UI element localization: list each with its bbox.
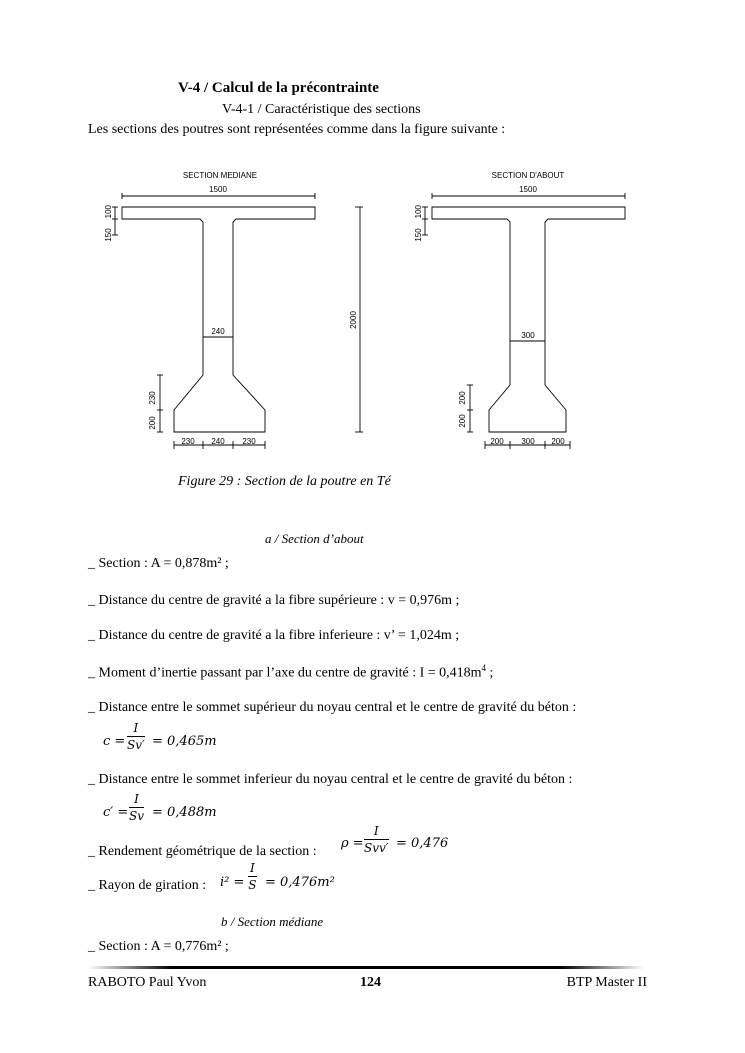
page-subheading: V-4-1 / Caractéristique des sections xyxy=(222,102,421,117)
right-bottom-flange: 200 xyxy=(458,414,467,428)
rho-num: I xyxy=(364,825,389,840)
figure-caption: Figure 29 : Section de la poutre en Té xyxy=(178,474,391,489)
section-b-title: b / Section médiane xyxy=(221,914,324,929)
cp-lhs: c′ = xyxy=(103,805,129,820)
right-web-width: 300 xyxy=(521,331,535,340)
cp-den: Sv xyxy=(129,809,144,823)
right-top-width: 1500 xyxy=(519,185,537,194)
intro-paragraph: Les sections des poutres sont représentées comme dans la figure suivante : xyxy=(88,122,506,137)
cp-num: I xyxy=(129,793,144,808)
left-bottom-dim-1: 230 xyxy=(181,437,195,446)
c-rhs: = 0,465m xyxy=(152,734,217,749)
i-den: S xyxy=(248,878,257,892)
right-bottom-dim-2: 300 xyxy=(521,437,535,446)
section-a-c-text: _ Distance entre le sommet supérieur du noyau central et le centre de gravité du béton : xyxy=(88,700,577,715)
cp-fraction xyxy=(129,793,144,823)
left-gousset-dim: 150 xyxy=(104,228,113,242)
section-b-area: _ Section : A = 0,776m² ; xyxy=(88,939,229,954)
section-mediane-drawing xyxy=(112,193,363,449)
page-heading: V-4 / Calcul de la précontrainte xyxy=(178,80,379,96)
left-flange-dim: 100 xyxy=(104,205,113,219)
rho-fraction xyxy=(364,825,389,855)
section-a-title: a / Section d’about xyxy=(265,531,364,546)
right-bottom-gousset: 200 xyxy=(458,391,467,405)
inertia-exponent: 4 xyxy=(481,663,487,673)
left-bottom-dim-2: 240 xyxy=(211,437,225,446)
rho-rhs: = 0,476 xyxy=(396,836,449,851)
beam-section-figure xyxy=(100,165,660,460)
footer-course: BTP Master II xyxy=(566,975,647,990)
section-a-area: _ Section : A = 0,878m² ; xyxy=(88,556,229,571)
left-bottom-dim-3: 230 xyxy=(242,437,256,446)
footer-page-number: 124 xyxy=(360,975,381,990)
i-rhs: = 0,476m² xyxy=(265,875,335,890)
section-a-rho-text: _ Rendement géométrique de la section : xyxy=(88,844,317,859)
i-fraction xyxy=(248,862,257,892)
left-bottom-flange: 200 xyxy=(148,416,157,430)
section-a-i-text: _ Rayon de giration : xyxy=(88,878,207,893)
right-gousset-dim: 150 xyxy=(414,228,423,242)
left-bottom-gousset: 230 xyxy=(148,391,157,405)
i-lhs: i² = xyxy=(220,875,245,890)
rho-den: Svv′ xyxy=(364,841,389,855)
inertia-text: _ Moment d’inertie passant par l’axe du centre de gravité : I = 0,418m xyxy=(88,665,482,681)
total-height-dim: 2000 xyxy=(349,311,358,329)
section-a-v-prime: _ Distance du centre de gravité a la fibre inferieure : v’ = 1,024m ; xyxy=(88,628,460,643)
footer-author: RABOTO Paul Yvon xyxy=(88,975,207,990)
cp-rhs: = 0,488m xyxy=(152,805,217,820)
rho-lhs: ρ = xyxy=(341,836,364,851)
c-num: I xyxy=(127,722,145,737)
c-den: Sv′ xyxy=(127,738,145,752)
right-bottom-dim-3: 200 xyxy=(551,437,565,446)
left-section-title: SECTION MEDIANE xyxy=(182,171,258,180)
inertia-suffix: ; xyxy=(486,665,494,681)
left-web-width: 240 xyxy=(211,327,225,336)
right-section-title: SECTION D'ABOUT xyxy=(491,171,565,180)
footer-divider xyxy=(88,966,644,969)
section-a-cp-text: _ Distance entre le sommet inferieur du noyau central et le centre de gravité du béton : xyxy=(88,772,573,787)
right-bottom-dim-1: 200 xyxy=(490,437,504,446)
c-fraction xyxy=(127,722,145,752)
i-num: I xyxy=(250,861,255,875)
section-about-drawing xyxy=(422,193,625,449)
left-top-width: 1500 xyxy=(209,185,227,194)
section-a-inertia xyxy=(88,663,493,682)
c-lhs: c = xyxy=(103,734,126,749)
right-flange-dim: 100 xyxy=(414,205,423,219)
section-a-v: _ Distance du centre de gravité a la fibre supérieure : v = 0,976m ; xyxy=(88,593,460,608)
